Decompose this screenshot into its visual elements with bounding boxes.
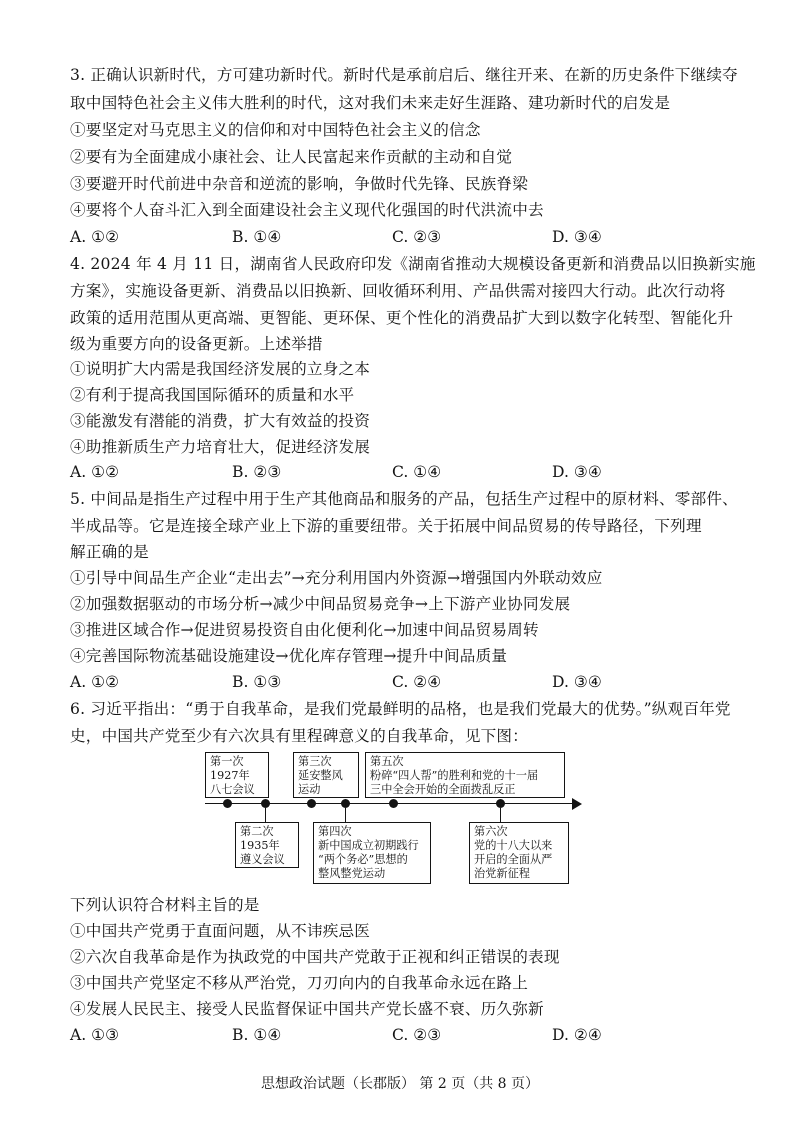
q3-statement-1: ①要坚定对马克思主义的信仰和对中国特色社会主义的信念 [70,121,481,139]
q5-option-c: C. ②④ [392,673,442,691]
q4-stem-line-4: 级为重要方向的设备更新。上述举措 [70,335,323,353]
timeline-stem-4 [345,808,346,822]
q4-option-b: B. ②③ [232,463,282,481]
timeline-second-year: 1935年 [240,839,280,852]
q6-stem-line-2: 史，中国共产党至少有六次具有里程碑意义的自我革命，见下图： [70,727,529,745]
q4-stem-line-3: 政策的适用范围从更高端、更智能、更环保、更个性化的消费品扩大到以数字化转型、智能化升 [70,309,734,327]
timeline-box-sixth [469,822,569,884]
q3-statement-2: ②要有为全面建成小康社会、让人民富起来作贡献的主动和自觉 [70,148,513,166]
timeline-fourth-line-2: 新中国成立初期践行 [318,839,419,852]
q5-statement-2: ②加强数据驱动的市场分析→减少中间品贸易竞争→上下游产业协同发展 [70,595,571,613]
timeline-box-third [293,752,359,798]
timeline-second-title: 第二次 [240,825,274,838]
timeline-sixth-line-2: 党的十八大以来 [474,839,553,852]
q5-statement-4: ④完善国际物流基础设施建设→优化库存管理→提升中间品质量 [70,647,508,665]
q4-statement-1: ①说明扩大内需是我国经济发展的立身之本 [70,360,371,378]
timeline-stem-2 [265,808,266,822]
timeline-fifth-title: 第五次 [370,755,404,768]
q5-option-b: B. ①③ [232,673,282,691]
timeline-box-first [205,752,269,798]
q3-option-d: D. ③④ [552,228,602,246]
timeline-fourth-line-4: 整风整党运动 [318,867,386,880]
timeline-fifth-line-3: 三中全会开始的全面拨乱反正 [370,783,516,796]
q3-option-a: A. ①② [70,228,120,246]
timeline-arrowhead [572,798,582,810]
timeline-third-line-3: 运动 [298,783,321,796]
q6-statement-1: ①中国共产党勇于直面问题，从不讳疾忌医 [70,922,371,940]
q5-statement-3: ③推进区域合作→促进贸易投资自由化便利化→加速中间品贸易周转 [70,621,539,639]
q4-option-c: C. ①④ [392,463,442,481]
q4-option-d: D. ③④ [552,463,602,481]
q6-options [70,1022,750,1048]
timeline-dot-2 [261,799,270,808]
q6-option-c: C. ②③ [392,1026,442,1044]
self-revolution-timeline [195,748,595,888]
timeline-dot-4 [341,799,350,808]
timeline-fourth-title: 第四次 [318,825,352,838]
q6-option-b: B. ①④ [232,1026,282,1044]
q3-option-c: C. ②③ [392,228,442,246]
timeline-second-event: 遵义会议 [240,853,285,866]
timeline-dot-1 [223,799,232,808]
q5-stem-line-3: 解正确的是 [70,543,149,561]
timeline-box-fifth [365,752,565,798]
q5-statement-1: ①引导中间品生产企业“走出去”→充分利用国内外资源→增强国内外联动效应 [70,569,603,587]
q5-stem-line-2: 半成品等。它是连接全球产业上下游的重要纽带。关于拓展中间品贸易的传导路径，下列理 [70,517,702,535]
q3-option-b: B. ①④ [232,228,282,246]
timeline-first-event: 八七会议 [210,783,255,796]
q6-option-d: D. ②④ [552,1026,602,1044]
q4-statement-4: ④助推新质生产力培育壮大，促进经济发展 [70,438,371,456]
q4-stem-line-1: 4. 2024 年 4 月 11 日，湖南省人民政府印发《湖南省推动大规模设备更新和消费品以旧换新实施 [70,255,756,273]
timeline-box-fourth [313,822,431,884]
q6-stem-line-1: 6. 习近平指出：“勇于自我革命，是我们党最鲜明的品格，也是我们党最大的优势。”纵观百年党 [70,700,731,718]
q4-option-a: A. ①② [70,463,120,481]
q3-statement-4: ④要将个人奋斗汇入到全面建设社会主义现代化强国的时代洪流中去 [70,201,544,219]
page-footer: 思想政治试题（长郡版） 第 2 页（共 8 页） [260,1076,540,1092]
timeline-box-second [235,822,299,868]
timeline-stem-6 [500,808,501,822]
timeline-first-year: 1927年 [210,769,250,782]
q4-statement-2: ②有利于提高我国国际循环的质量和水平 [70,386,355,404]
q6-option-a: A. ①③ [70,1026,120,1044]
q6-statement-4: ④发展人民民主、接受人民监督保证中国共产党长盛不衰、历久弥新 [70,1000,544,1018]
q3-options [70,224,750,250]
timeline-sixth-line-3: 开启的全面从严 [474,853,553,866]
timeline-sixth-title: 第六次 [474,825,508,838]
q5-option-a: A. ①② [70,673,120,691]
timeline-dot-5 [389,799,398,808]
timeline-first-title: 第一次 [210,755,244,768]
timeline-fifth-line-2: 粉碎“四人帮”的胜利和党的十一届 [370,769,539,782]
q5-options [70,669,750,695]
q4-statement-3: ③能激发有潜能的消费，扩大有效益的投资 [70,412,371,430]
q5-stem-line-1: 5. 中间品是指生产过程中用于生产其他商品和服务的产品，包括生产过程中的原材料、零部件、 [70,490,738,508]
timeline-third-title: 第三次 [298,755,332,768]
timeline-dot-3 [307,799,316,808]
q6-statement-3: ③中国共产党坚定不移从严治党，刀刃向内的自我革命永远在路上 [70,974,529,992]
q4-options [70,459,750,485]
q5-option-d: D. ③④ [552,673,602,691]
q6-statement-2: ②六次自我革命是作为执政党的中国共产党敢于正视和纠正错误的表现 [70,948,560,966]
q3-statement-3: ③要避开时代前进中杂音和逆流的影响，争做时代先锋、民族脊梁 [70,175,529,193]
q6-prompt: 下列认识符合材料主旨的是 [70,896,260,914]
q3-stem-line-2: 取中国特色社会主义伟大胜利的时代，这对我们未来走好生涯路、建功新时代的启发是 [70,94,671,112]
timeline-third-line-2: 延安整风 [298,769,343,782]
q3-stem-line-1: 3. 正确认识新时代，方可建功新时代。新时代是承前启后、继往开来、在新的历史条件下继续夺 [70,66,738,84]
timeline-dot-6 [496,799,505,808]
timeline-sixth-line-4: 治党新征程 [474,867,530,880]
timeline-fourth-line-3: “两个务必”思想的 [318,853,408,866]
q4-stem-line-2: 方案》，实施设备更新、消费品以旧换新、回收循环利用、产品供需对接四大行动。此次行动将 [70,282,726,300]
